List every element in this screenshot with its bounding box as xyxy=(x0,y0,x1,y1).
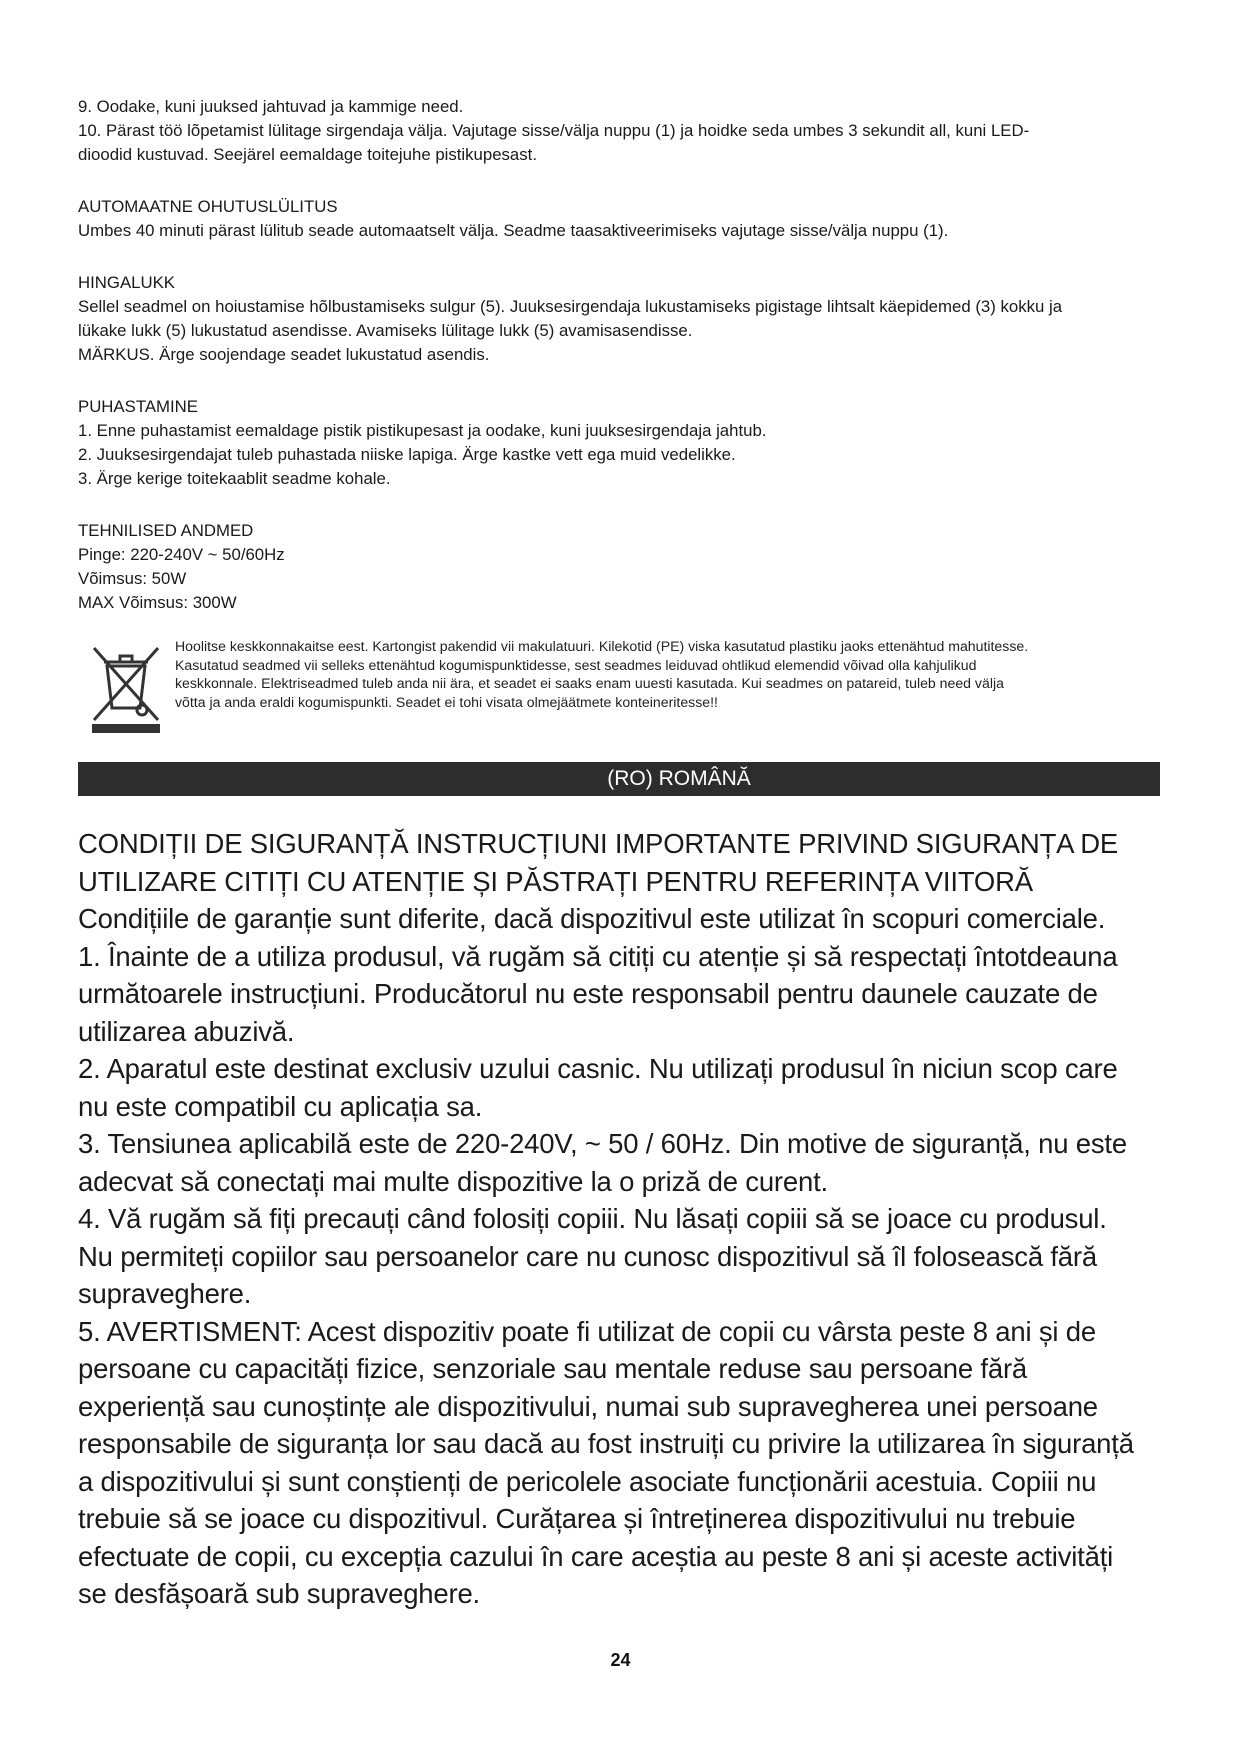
ro-line-19: trebuie să se joace cu dispozitivul. Curățarea și întreținerea dispozitivului nu trebuie xyxy=(78,1503,1076,1534)
step-10-line-1: 10. Pärast töö lõpetamist lülitage sirgendaja välja. Vajutage sisse/välja nuppu (1) ja hoidke seda umbes 3 sekundit all, kuni LED- xyxy=(78,121,1030,140)
ro-line-18: a dispozitivului și sunt conștienți de pericolele asociate funcționării acestuia. Copiii nu xyxy=(78,1465,1097,1497)
ro-line-11: 4. Vă rugăm să fiți precauți când folosiți copiii. Nu lăsați copiii să se joace cu produsul. xyxy=(78,1203,1107,1234)
ro-line-5: următoarele instrucțiuni. Producătorul nu este responsabil pentru daunele cauzate de xyxy=(78,978,1098,1009)
ro-line-21: se desfășoară sub supraveghere. xyxy=(78,1578,480,1609)
tech-max-power: MAX Võimsus: 300W xyxy=(78,593,237,612)
crossed-out-wheelie-bin-icon xyxy=(86,640,166,734)
weee-line-3: keskkonnale. Elektriseadmed tuleb anda nii ära, et seadet ei saaks enam uuesti kasutada. Kui seadmes on patareid, tuleb need välja xyxy=(175,675,1004,692)
ro-line-15: persoane cu capacități fizice, senzoriale sau mentale reduse sau persoane fără xyxy=(78,1353,1027,1384)
weee-line-2: Kasutatud seadmed vii selleks ettenähtud kogumispunktidesse, sest seadmes leiduvad ohtlikud elemendid võivad olla kahjulikud xyxy=(175,656,977,673)
ro-line-16: experiență sau cunoștințe ale dispozitivului, numai sub supravegherea unei persoane xyxy=(78,1390,1098,1422)
ro-line-1: CONDIȚII DE SIGURANȚĂ INSTRUCȚIUNI IMPORTANTE PRIVIND SIGURANȚA DE xyxy=(78,828,1119,859)
ro-line-4: 1. Înainte de a utiliza produsul, vă rugăm să citiți cu atenție și să respectați întotdeauna xyxy=(78,940,1118,972)
ro-line-13: supraveghere. xyxy=(78,1278,252,1309)
tech-heading: TEHNILISED ANDMED xyxy=(78,521,254,540)
ro-line-7: 2. Aparatul este destinat exclusiv uzului casnic. Nu utilizați produsul în niciun scop care xyxy=(78,1053,1118,1084)
language-section-bar xyxy=(78,762,1160,796)
ro-line-2: UTILIZARE CITIȚI CU ATENȚIE ȘI PĂSTRAȚI PENTRU REFERINȚA VIITORĂ xyxy=(78,865,1033,897)
ro-line-8: nu este compatibil cu aplicația sa. xyxy=(78,1090,483,1122)
ro-line-17: responsabile de siguranța lor sau dacă au fost instruiți cu privire la utilizarea în siguranță xyxy=(78,1428,1134,1459)
ro-line-10: adecvat să conectați mai multe dispozitive la o priză de curent. xyxy=(78,1165,828,1197)
cleaning-heading: PUHASTAMINE xyxy=(78,397,198,416)
ro-line-12: Nu permiteți copiilor sau persoanelor care nu cunosc dispozitivul să îl folosească fără xyxy=(78,1240,1097,1272)
tech-voltage: Pinge: 220-240V ~ 50/60Hz xyxy=(78,545,285,564)
hinge-lock-note: MÄRKUS. Ärge soojendage seadet lukustatud asendis. xyxy=(78,345,490,364)
auto-off-heading: AUTOMAATNE OHUTUSLÜLITUS xyxy=(78,197,338,216)
hinge-lock-line-1: Sellel seadmel on hoiustamise hõlbustamiseks sulgur (5). Juuksesirgendaja lukustamiseks pigistage lihtsalt käepidemed (3) kokku ja xyxy=(78,297,1063,316)
cleaning-item-2: 2. Juuksesirgendajat tuleb puhastada niiske lapiga. Ärge kastke vett ega muid vedelikke. xyxy=(78,445,736,464)
hinge-lock-heading: HINGALUKK xyxy=(78,273,175,292)
ro-line-20: efectuate de copii, cu excepția cazului în care aceștia au peste 8 ani și aceste activități xyxy=(78,1540,1114,1572)
tech-power: Võimsus: 50W xyxy=(78,569,187,588)
cleaning-item-3: 3. Ärge kerige toitekaablit seadme kohale. xyxy=(78,469,391,488)
auto-off-text: Umbes 40 minuti pärast lülitub seade automaatselt välja. Seadme taasaktiveerimiseks vajutage sisse/välja nuppu (1). xyxy=(78,221,949,240)
weee-line-4: võtta ja anda eraldi kogumispunkti. Seadet ei tohi visata olmejäätmete konteineritesse!! xyxy=(175,693,718,710)
weee-notice xyxy=(175,637,1165,711)
hinge-lock-line-2: lükake lukk (5) lukustatud asendisse. Avamiseks lülitage lukk (5) avamisasendisse. xyxy=(78,321,693,340)
ro-line-9: 3. Tensiunea aplicabilă este de 220-240V, ~ 50 / 60Hz. Din motive de siguranță, nu este xyxy=(78,1128,1127,1159)
language-section-label: (RO) ROMÂNĂ xyxy=(607,767,751,790)
romanian-safety-text xyxy=(78,825,1158,1613)
page-number: 24 xyxy=(610,1650,631,1670)
step-10-line-2: dioodid kustuvad. Seejärel eemaldage toitejuhe pistikupesast. xyxy=(78,145,537,164)
weee-line-1: Hoolitse keskkonnakaitse eest. Kartongist pakendid vii makulatuuri. Kilekotid (PE) viska kasutatud plastiku jaoks ettenähtud mahutitesse. xyxy=(175,638,1029,654)
cleaning-item-1: 1. Enne puhastamist eemaldage pistik pistikupesast ja oodake, kuni juuksesirgendaja jahtub. xyxy=(78,421,767,440)
step-9: 9. Oodake, kuni juuksed jahtuvad ja kammige need. xyxy=(78,97,464,116)
ro-line-3: Condițiile de garanție sunt diferite, dacă dispozitivul este utilizat în scopuri comerciale. xyxy=(78,903,1106,934)
ro-line-6: utilizarea abuzivă. xyxy=(78,1015,295,1047)
ro-line-14: 5. AVERTISMENT: Acest dispozitiv poate fi utilizat de copii cu vârsta peste 8 ani și de xyxy=(78,1315,1096,1347)
